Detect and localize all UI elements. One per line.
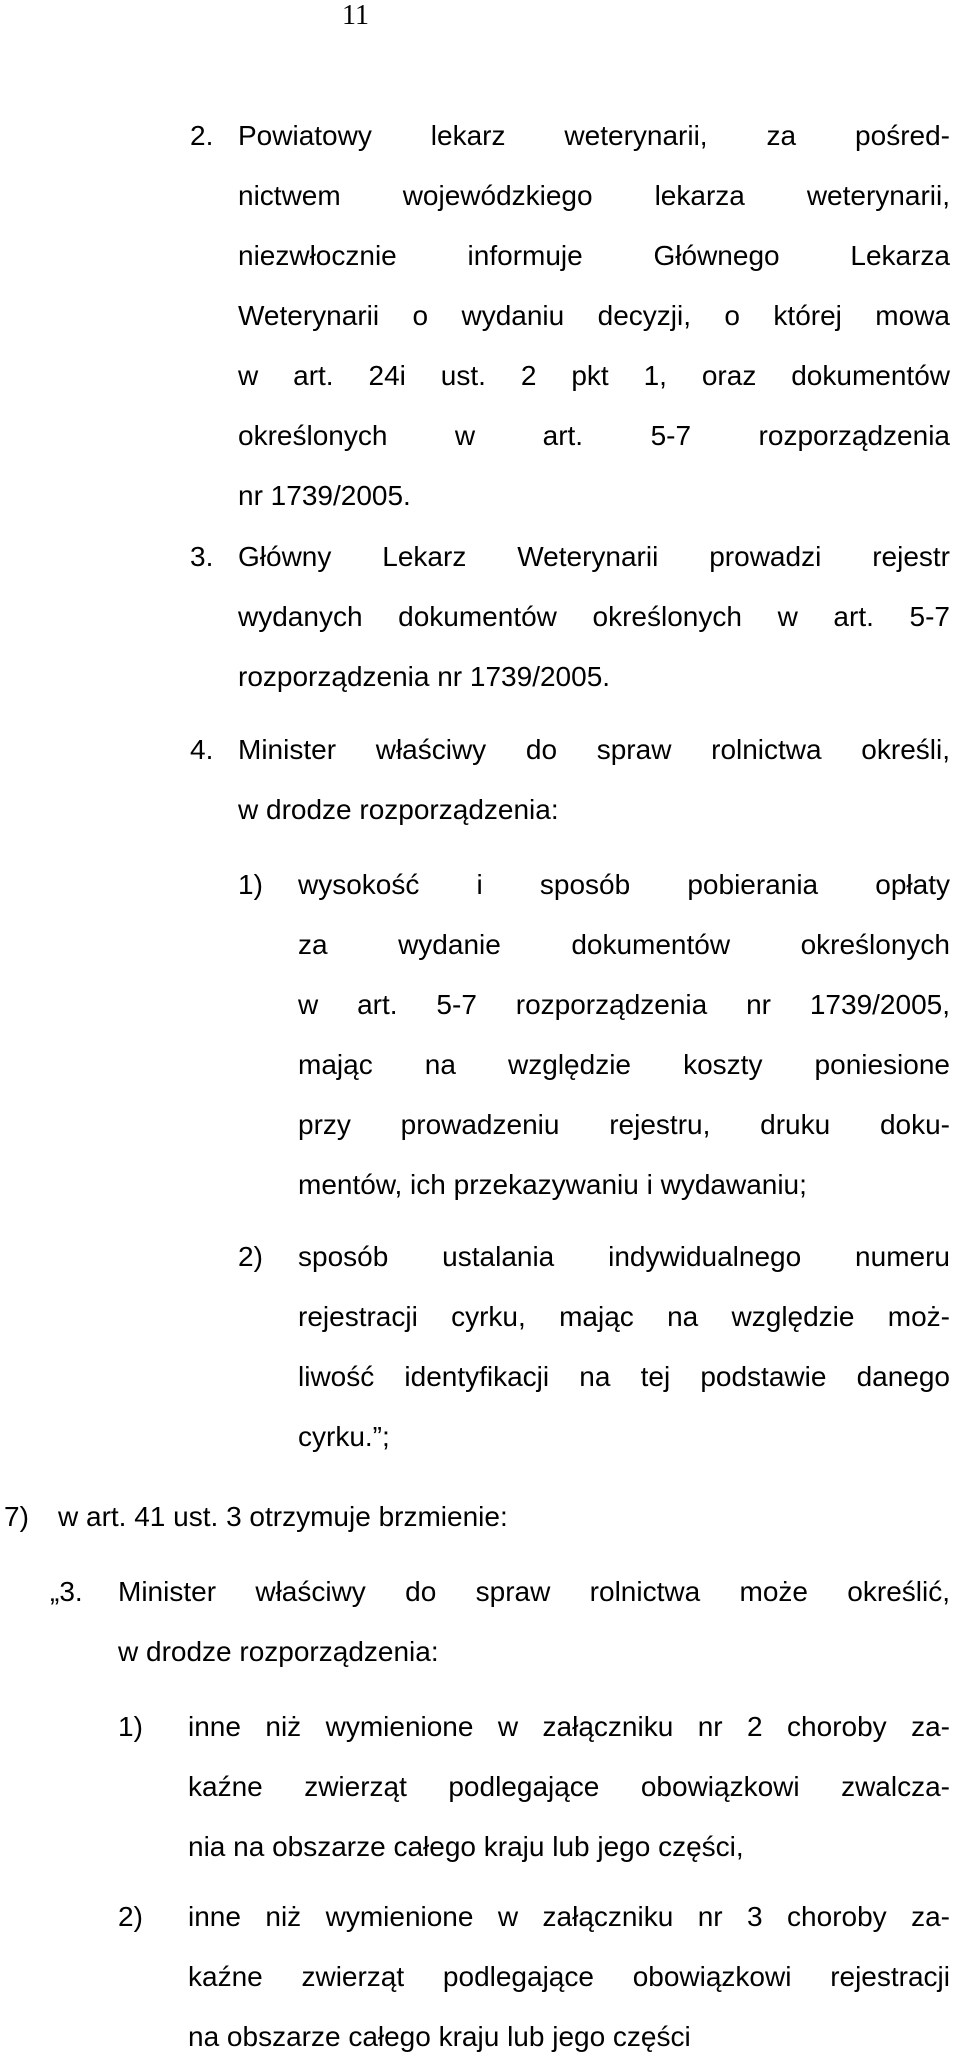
paragraph-3 bbox=[0, 527, 960, 707]
text-line: mając na względzie koszty poniesione bbox=[298, 1049, 950, 1080]
text-line: na obszarze całego kraju lub jego części bbox=[188, 2021, 691, 2052]
text-line: rozporządzenia nr 1739/2005. bbox=[238, 661, 611, 692]
item-label: 2. bbox=[190, 120, 214, 151]
text-line: Główny Lekarz Weterynarii prowadzi rejestr bbox=[238, 541, 950, 572]
text-line: rejestracji cyrku, mając na względzie moż- bbox=[298, 1301, 950, 1332]
text-line: Weterynarii o wydaniu decyzji, o której mowa bbox=[238, 300, 950, 331]
text-line: Minister właściwy do spraw rolnictwa może określić, bbox=[118, 1576, 950, 1607]
text-line: cyrku.”; bbox=[298, 1421, 390, 1452]
point-4-1 bbox=[0, 855, 960, 1215]
text-line: Minister właściwy do spraw rolnictwa określi, bbox=[238, 734, 950, 765]
text-line: inne niż wymienione w załączniku nr 2 choroby za- bbox=[188, 1711, 950, 1742]
point-3-2 bbox=[0, 1887, 960, 2052]
text-line: nr 1739/2005. bbox=[238, 480, 411, 511]
text-line: inne niż wymienione w załączniku nr 3 choroby za- bbox=[188, 1901, 950, 1932]
text-line: niezwłocznie informuje Głównego Lekarza bbox=[238, 240, 950, 271]
text-line: wydanych dokumentów określonych w art. 5-7 bbox=[238, 601, 950, 632]
text-line: w art. 24i ust. 2 pkt 1, oraz dokumentów bbox=[238, 360, 950, 391]
text-line: w drodze rozporządzenia: bbox=[238, 794, 559, 825]
text-line: określonych w art. 5-7 rozporządzenia bbox=[238, 420, 950, 451]
item-label: 7) bbox=[4, 1501, 29, 1532]
text-line: kaźne zwierząt podlegające obowiązkowi rejestracji bbox=[188, 1961, 950, 1992]
text-line: liwość identyfikacji na tej podstawie danego bbox=[298, 1361, 950, 1392]
text-line: w drodze rozporządzenia: bbox=[118, 1636, 439, 1667]
page-number: 11 bbox=[342, 0, 369, 31]
item-label: 2) bbox=[238, 1241, 263, 1272]
text-line: sposób ustalania indywidualnego numeru bbox=[298, 1241, 950, 1272]
paragraph-4 bbox=[0, 720, 960, 840]
text-line: mentów, ich przekazywaniu i wydawaniu; bbox=[298, 1169, 807, 1200]
text-line: wysokość i sposób pobierania opłaty bbox=[298, 869, 950, 900]
text-line: Powiatowy lekarz weterynarii, za pośred- bbox=[238, 120, 950, 151]
paragraph-new-3 bbox=[0, 1562, 960, 1682]
text-line: przy prowadzeniu rejestru, druku doku- bbox=[298, 1109, 950, 1140]
text-line: nictwem wojewódzkiego lekarza weterynarii, bbox=[238, 180, 950, 211]
item-label: 1) bbox=[238, 869, 263, 900]
amendment-7 bbox=[0, 1487, 960, 1547]
point-3-1 bbox=[0, 1697, 960, 1877]
item-label: „3. bbox=[50, 1576, 83, 1607]
text-line: za wydanie dokumentów określonych bbox=[298, 929, 950, 960]
item-label: 3. bbox=[190, 541, 214, 572]
text-line: w art. 5-7 rozporządzenia nr 1739/2005, bbox=[298, 989, 950, 1020]
paragraph-2 bbox=[0, 106, 960, 526]
point-4-2 bbox=[0, 1227, 960, 1467]
item-label: 1) bbox=[118, 1711, 143, 1742]
text-line: nia na obszarze całego kraju lub jego części, bbox=[188, 1831, 744, 1862]
item-label: 2) bbox=[118, 1901, 143, 1932]
text-line: w art. 41 ust. 3 otrzymuje brzmienie: bbox=[58, 1501, 508, 1532]
text-line: kaźne zwierząt podlegające obowiązkowi zwalcza- bbox=[188, 1771, 950, 1802]
item-label: 4. bbox=[190, 734, 214, 765]
